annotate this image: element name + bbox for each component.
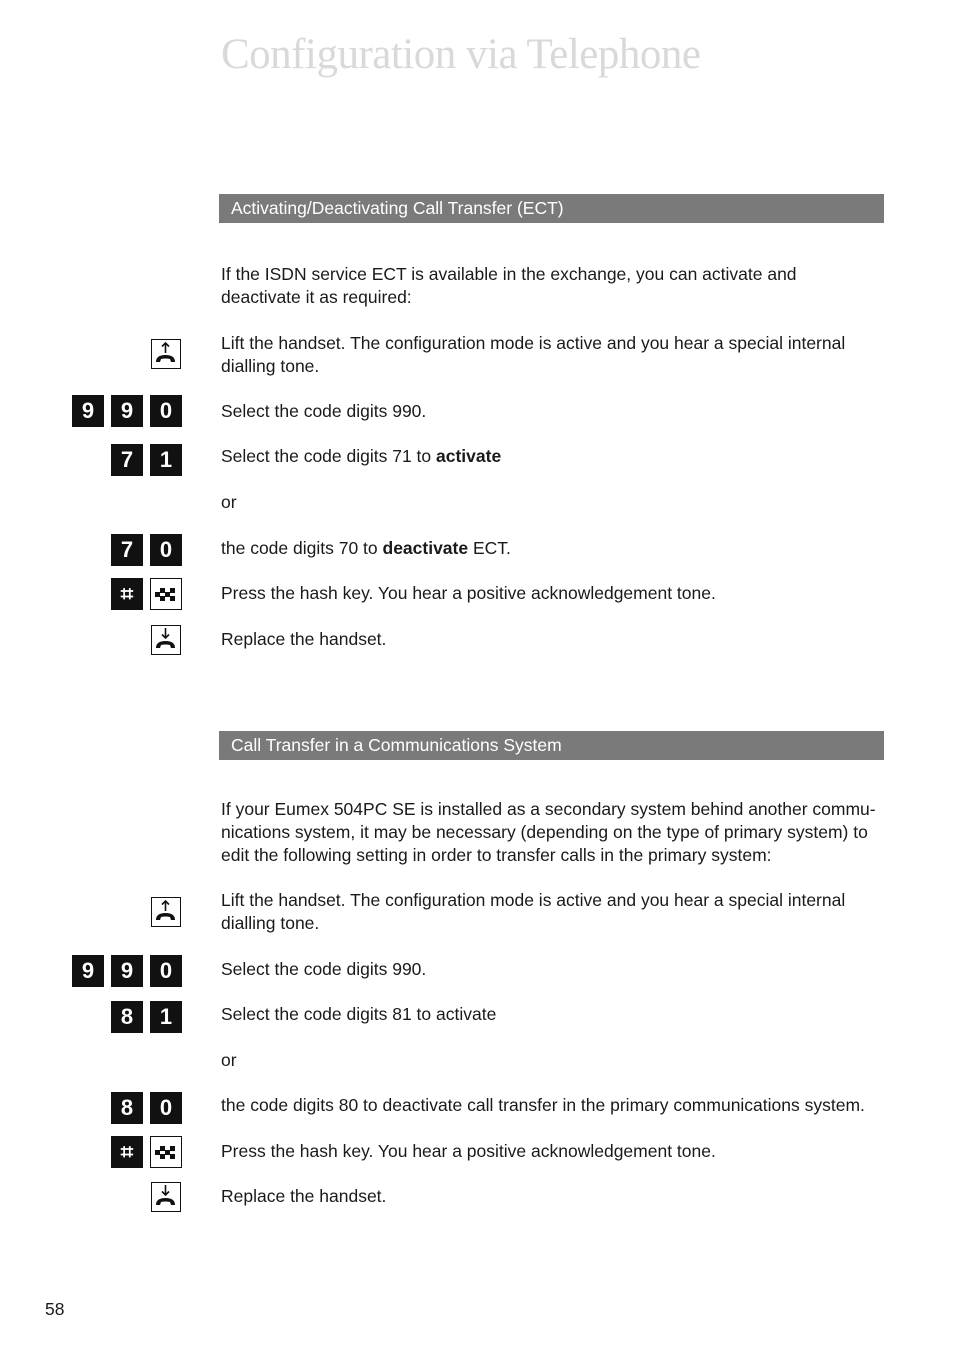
lift-handset-icon <box>151 339 181 369</box>
section2-step-lift: Lift the handset. The configuration mode is active and you hear a special internal dialling tone. <box>221 890 846 933</box>
section2-step-hash: Press the hash key. You hear a positive acknowledgement tone. <box>221 1141 716 1161</box>
lift-handset-icon <box>151 897 181 927</box>
key-7: 7 <box>111 444 143 476</box>
page-title: Configuration via Telephone <box>221 31 701 78</box>
hash-key-icon: ⌗ <box>111 1136 143 1168</box>
key-9: 9 <box>111 955 143 987</box>
section-header-call-transfer: Call Transfer in a Communications System <box>219 731 884 760</box>
key-1: 1 <box>150 444 182 476</box>
section1-step-select70: the code digits 70 to deactivate ECT. <box>221 538 511 558</box>
star-key-icon <box>150 578 182 610</box>
section1-step-select990: Select the code digits 990. <box>221 401 427 421</box>
page-number: 58 <box>45 1299 65 1319</box>
section1-or: or <box>221 492 237 512</box>
section2-step-select80: the code digits 80 to deactivate call transfer in the primary communications system. <box>221 1095 865 1115</box>
key-0: 0 <box>150 1092 182 1124</box>
section2-intro: If your Eumex 504PC SE is installed as a secondary system behind another commu-nications system, it may be necessary (depending on the type of primary system) to edit the following setting in order to transfer calls in the primary system: <box>221 799 876 865</box>
replace-handset-icon <box>151 1182 181 1212</box>
key-0: 0 <box>150 955 182 987</box>
section1-step-select71: Select the code digits 71 to activate <box>221 446 502 466</box>
section1-step-lift: Lift the handset. The configuration mode is active and you hear a special internal dialling tone. <box>221 333 846 376</box>
hash-key-icon: ⌗ <box>111 578 143 610</box>
key-1: 1 <box>150 1001 182 1033</box>
section2-or: or <box>221 1050 237 1070</box>
key-9: 9 <box>72 395 104 427</box>
key-0: 0 <box>150 395 182 427</box>
key-0: 0 <box>150 534 182 566</box>
replace-handset-icon <box>151 625 181 655</box>
section1-intro: If the ISDN service ECT is available in the exchange, you can activate and deactivate it as required: <box>221 264 797 307</box>
section2-step-select81: Select the code digits 81 to activate <box>221 1004 497 1024</box>
section2-step-replace: Replace the handset. <box>221 1186 387 1206</box>
key-8: 8 <box>111 1001 143 1033</box>
section2-step-select990: Select the code digits 990. <box>221 959 427 979</box>
key-9: 9 <box>72 955 104 987</box>
section1-step-hash: Press the hash key. You hear a positive acknowledgement tone. <box>221 583 716 603</box>
key-7: 7 <box>111 534 143 566</box>
key-8: 8 <box>111 1092 143 1124</box>
key-9: 9 <box>111 395 143 427</box>
section-header-ect: Activating/Deactivating Call Transfer (ECT) <box>219 194 884 223</box>
star-key-icon <box>150 1136 182 1168</box>
section1-step-replace: Replace the handset. <box>221 629 387 649</box>
